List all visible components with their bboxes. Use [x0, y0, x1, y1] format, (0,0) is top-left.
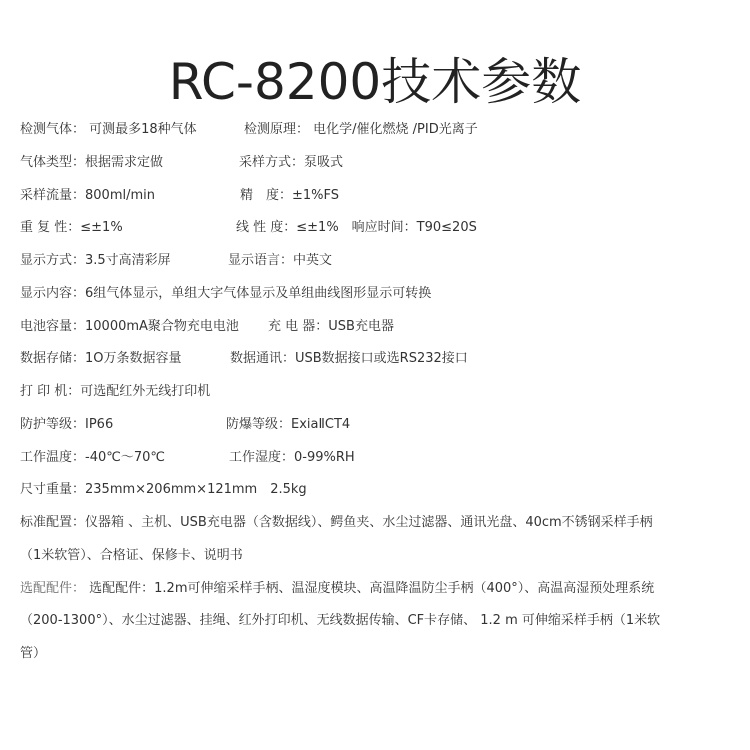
spec-data-storage: 数据存储：1O万条数据容量	[20, 351, 182, 366]
spec-optional-accessories-end: 管）	[20, 646, 47, 661]
spec-row-battery	[20, 316, 394, 338]
spec-row-protection	[20, 414, 351, 436]
spec-row-optional-accessories	[20, 578, 654, 600]
spec-battery: 电池容量：10000mA聚合物充电电池	[20, 319, 239, 334]
spec-row-storage	[20, 348, 468, 370]
spec-sampling-flow: 采样流量：800ml/min	[20, 188, 155, 203]
spec-charger: 充 电 器：USB充电器	[268, 319, 394, 334]
spec-detection-principle: 检测原理： 电化学/催化燃烧 /PID光离子	[244, 122, 478, 137]
spec-working-humidity: 工作湿度：0-99%RH	[229, 450, 355, 465]
spec-optional-accessories-cont: （200-1300°）、水尘过滤器、挂绳、红外打印机、无线数据传输、CF卡存储、 1.2 m 可伸缩采样手柄（1米软	[20, 613, 661, 628]
spec-row-standard-config	[20, 512, 653, 534]
spec-standard-config: 标准配置：仪器箱 、主机、USB充电器（含数据线）、鳄鱼夹、水尘过滤器、通讯光盘、40cm不锈钢采样手柄	[20, 515, 653, 530]
spec-sampling-method: 采样方式：泵吸式	[239, 155, 344, 170]
spec-printer: 打 印 机：可选配红外无线打印机	[20, 384, 211, 399]
spec-row-repeatability	[20, 217, 477, 239]
spec-display-language: 显示语言：中英文	[228, 253, 333, 268]
spec-row-detection-gas	[20, 119, 478, 141]
spec-row-optional-accessories-cont	[20, 610, 660, 632]
spec-detection-gas: 检测气体： 可测最多18种气体	[20, 122, 197, 137]
spec-gas-type: 气体类型：根据需求定做	[20, 155, 164, 170]
page-title: RC-8200技术参数	[168, 53, 582, 111]
spec-row-display-content	[20, 283, 431, 305]
spec-explosion-proof-level: 防爆等级：ExiaⅡCT4	[226, 417, 351, 432]
spec-row-size-weight	[20, 479, 307, 501]
spec-row-working-conditions	[20, 447, 355, 469]
spec-display-mode: 显示方式：3.5寸高清彩屏	[20, 253, 171, 268]
spec-data-communication: 数据通讯：USB数据接口或选RS232接口	[230, 351, 468, 366]
spec-repeatability: 重 复 性：≤±1%	[20, 220, 123, 235]
spec-optional-accessories: 选配配件：1.2m可伸缩采样手柄、温湿度模块、高温降温防尘手柄（400°）、高温高湿预处理系统	[89, 581, 655, 596]
spec-protection-level: 防护等级：IP66	[20, 417, 114, 432]
spec-row-gas-type	[20, 152, 344, 174]
spec-accuracy: 精 度：±1%FS	[240, 188, 340, 203]
spec-row-standard-config-cont	[20, 545, 243, 567]
spec-size-weight: 尺寸重量：235mm×206mm×121mm 2.5kg	[20, 482, 307, 497]
spec-row-optional-accessories-end	[20, 643, 46, 665]
spec-row-display	[20, 250, 333, 272]
spec-linearity-response: 线 性 度：≤±1% 响应时间：T90≤20S	[236, 220, 477, 235]
spec-row-flow	[20, 185, 340, 207]
spec-display-content: 显示内容：6组气体显示，单组大字气体显示及单组曲线图形显示可转换	[20, 286, 432, 301]
spec-row-printer	[20, 381, 210, 403]
spec-optional-label: 选配配件：	[20, 581, 86, 596]
spec-working-temperature: 工作温度：-40℃～70℃	[20, 450, 165, 465]
spec-standard-config-cont: （1米软管）、合格证、保修卡、说明书	[20, 548, 243, 563]
